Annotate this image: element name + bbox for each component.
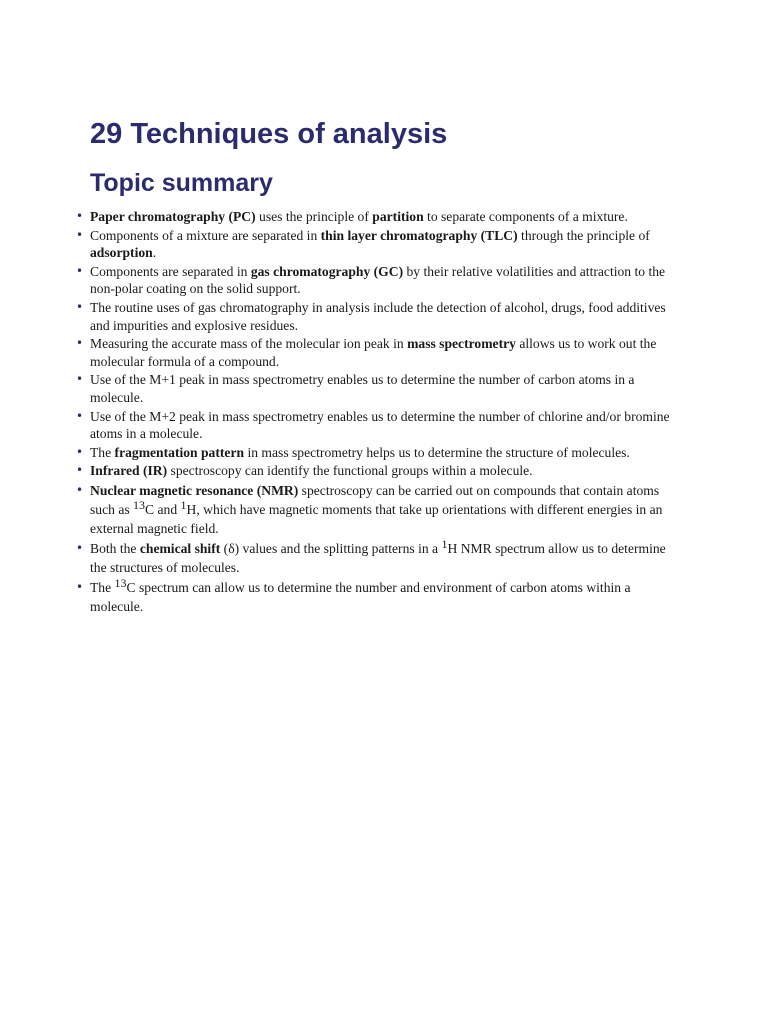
topic-summary-list [76,208,676,617]
list-item: • Infrared (IR) spectroscopy can identify the functional groups within a molecule. [76,463,533,479]
list-item: • The fragmentation pattern in mass spectrometry helps us to determine the structure of molecules. [76,444,630,460]
bullet-icon: • [76,336,84,351]
list-item: • Use of the M+2 peak in mass spectrometry enables us to determine the number of chlorine and/or bromine atoms in a molecule. [76,408,670,442]
bullet-icon: • [76,482,84,497]
list-item: • Nuclear magnetic resonance (NMR) spectroscopy can be carried out on compounds that contain atoms such as $^{13}$C and $^1$H, which have magnetic moments that take up orientations with different energies in an external magnetic field. [76,482,663,536]
bullet-icon: • [76,444,84,459]
bullet-icon: • [76,227,84,242]
bullet-icon: • [76,209,84,223]
list-item: • Components of a mixture are separated in thin layer chromatography (TLC) through the principle of adsorption. [76,227,650,261]
bullet-icon: • [76,463,84,478]
section-title: Topic summary [90,169,273,197]
list-item: • Measuring the accurate mass of the molecular ion peak in mass spectrometry allows us to work out the molecular formula of a compound. [76,336,657,369]
bullet-icon: • [76,579,84,594]
list-item: • Use of the M+1 peak in mass spectrometry enables us to determine the number of carbon atoms in a molecule. [76,372,635,405]
list-item: • The $^{13}$C spectrum can allow us to determine the number and environment of carbon atoms within a molecule. [76,575,631,614]
chapter-title: 29 Techniques of analysis [90,118,448,150]
list-item: • The routine uses of gas chromatography in analysis include the detection of alcohol, drugs, food additives and impurities and explosive residues. [76,299,666,333]
bullet-icon: • [76,263,84,278]
bullet-icon: • [76,372,84,387]
list-item: • Components are separated in gas chromatography (GC) by their relative volatilities and attraction to the non-polar coating on the solid support. [76,263,666,297]
bullet-icon: • [76,299,84,314]
bullet-icon: • [76,540,84,555]
list-item: • Paper chromatography (PC) uses the principle of partition to separate components of a mixture. [76,209,628,224]
bullet-icon: • [76,408,84,423]
list-item: • Both the chemical shift (δ) values and the splitting patterns in a $^1$H NMR spectrum allow us to determine the structures of molecules. [76,536,666,575]
